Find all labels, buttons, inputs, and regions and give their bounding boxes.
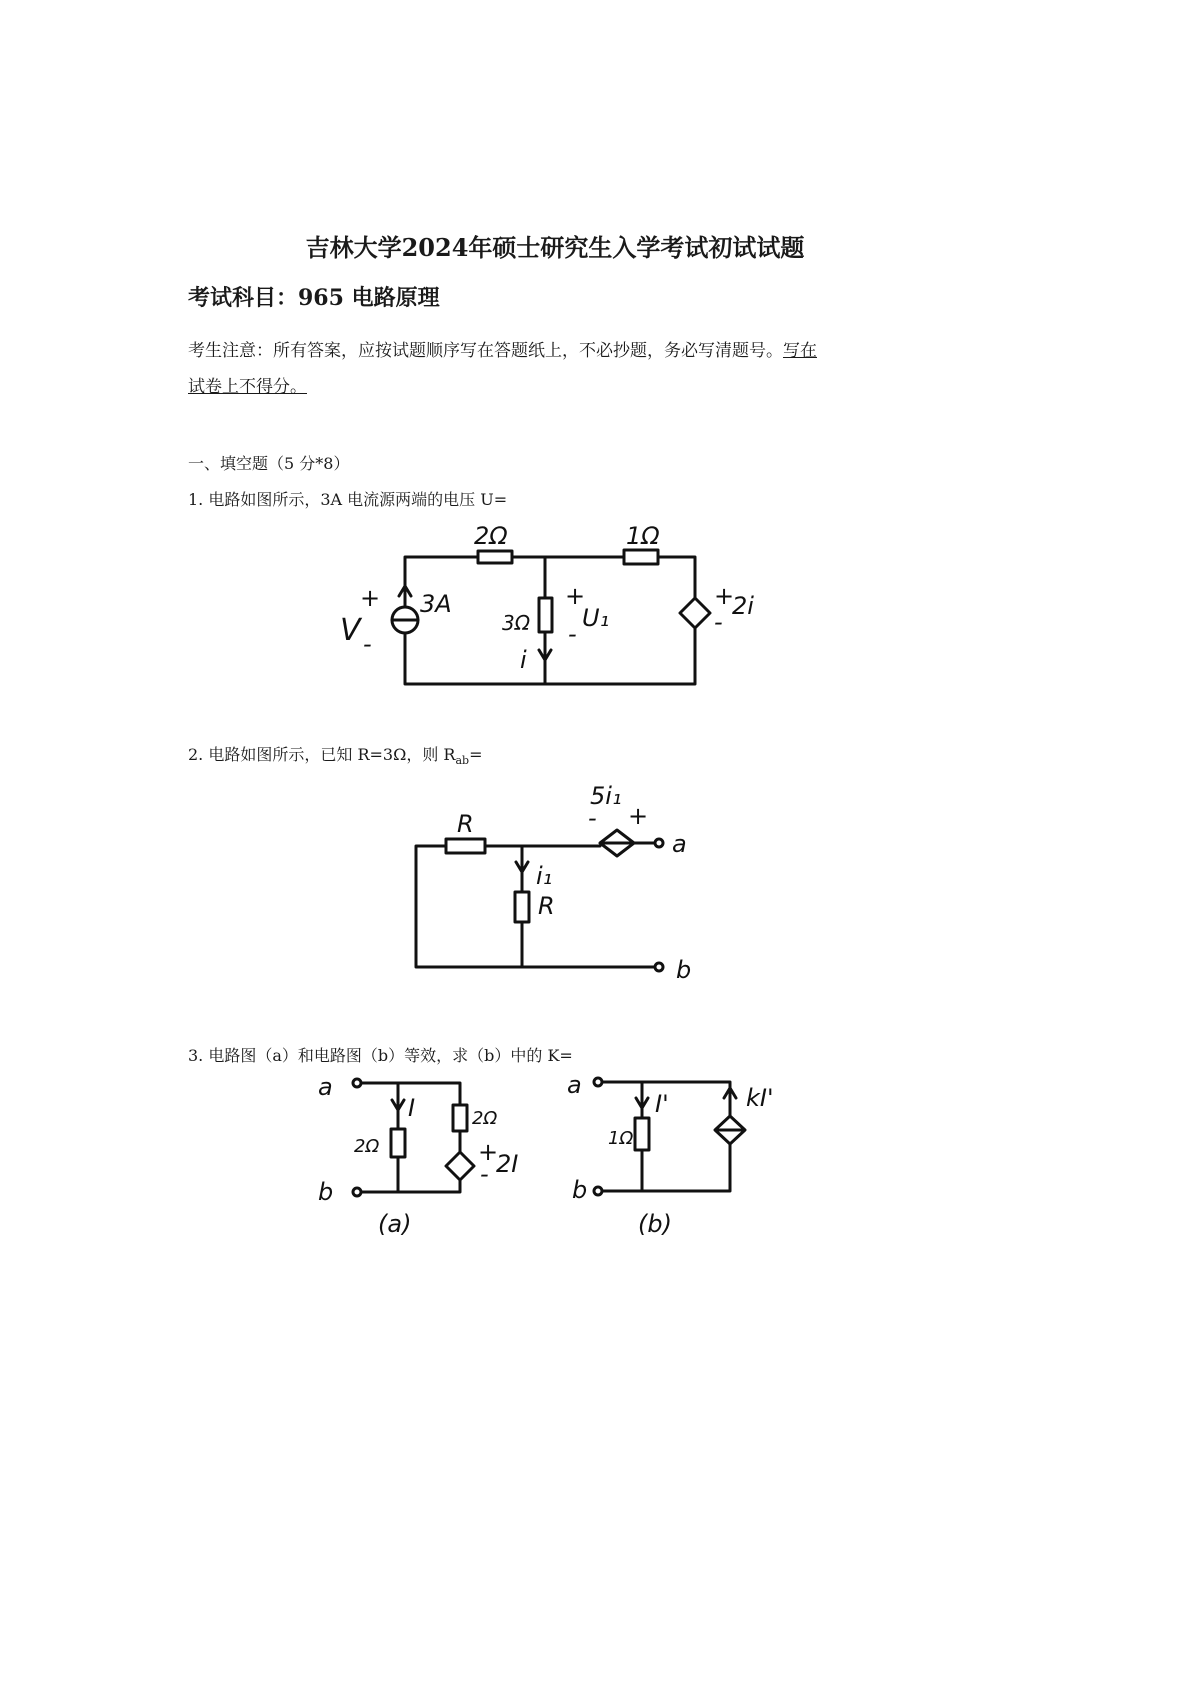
resistor-2ohm-b bbox=[453, 1105, 467, 1131]
label-V: V bbox=[340, 613, 361, 648]
label-V-plus: + bbox=[360, 584, 381, 612]
exam-subject: 考试科目：965 电路原理 bbox=[188, 285, 440, 311]
label-I: I bbox=[408, 1094, 416, 1122]
label-b: b bbox=[318, 1178, 334, 1206]
label-dep-minus: - bbox=[714, 608, 723, 636]
label-3ohm: 3Ω bbox=[502, 611, 531, 635]
resistor-1ohm bbox=[624, 550, 658, 564]
label-dep-plus: + bbox=[628, 802, 649, 830]
label-a: a bbox=[318, 1073, 333, 1101]
terminal-b bbox=[353, 1188, 361, 1196]
label-dep-minus: - bbox=[588, 804, 597, 832]
label-R1: R bbox=[457, 810, 474, 838]
label-dep-plus: + bbox=[478, 1138, 499, 1166]
label-dep-minus: - bbox=[480, 1160, 489, 1188]
caption-a: (a) bbox=[378, 1210, 412, 1238]
resistor-R-horizontal bbox=[446, 839, 485, 853]
label-1ohm: 1Ω bbox=[608, 1128, 634, 1149]
circuit-2 bbox=[416, 782, 691, 984]
terminal-b bbox=[655, 963, 663, 971]
label-2ohm-b: 2Ω bbox=[472, 1108, 498, 1129]
resistor-1ohm bbox=[635, 1118, 649, 1150]
dependent-voltage-source-icon bbox=[680, 598, 710, 628]
caption-b: (b) bbox=[638, 1210, 672, 1238]
question-2-subscript: ab bbox=[455, 754, 470, 768]
label-5i1: 5i₁ bbox=[590, 782, 622, 810]
label-U1: U₁ bbox=[582, 604, 610, 632]
circuit-1 bbox=[340, 522, 754, 684]
label-b: b bbox=[676, 956, 692, 984]
label-i: i bbox=[520, 646, 527, 674]
terminal-b bbox=[594, 1187, 602, 1195]
circuit-3b bbox=[567, 1071, 774, 1238]
notice-warning-1: 写在 bbox=[783, 341, 817, 361]
label-I-prime: I' bbox=[655, 1090, 669, 1118]
label-U1-plus: + bbox=[565, 582, 586, 610]
label-a: a bbox=[567, 1071, 582, 1099]
label-i1: i₁ bbox=[536, 862, 553, 890]
notice-text: 考生注意：所有答案，应按试题顺序写在答题纸上，不必抄题，务必写清题号。 bbox=[188, 341, 783, 361]
label-kI-prime: kI' bbox=[746, 1084, 774, 1112]
dependent-source-icon bbox=[600, 830, 634, 856]
label-R2: R bbox=[538, 892, 555, 920]
question-3: 3. 电路图（a）和电路图（b）等效，求（b）中的 K= bbox=[188, 1046, 573, 1065]
dependent-voltage-source-icon bbox=[446, 1152, 474, 1180]
question-2-text: 2. 电路如图所示，已知 R=3Ω，则 R bbox=[188, 745, 456, 764]
question-2-end: = bbox=[469, 745, 483, 764]
circuit-3a bbox=[318, 1073, 518, 1238]
terminal-a bbox=[594, 1078, 602, 1086]
section-heading: 一、填空题（5 分*8） bbox=[188, 454, 350, 473]
question-1: 1. 电路如图所示，3A 电流源两端的电压 U= bbox=[188, 490, 508, 509]
label-2ohm: 2Ω bbox=[474, 522, 508, 550]
label-U1-minus: - bbox=[568, 620, 577, 648]
label-2i: 2i bbox=[732, 592, 754, 620]
resistor-2ohm bbox=[478, 551, 512, 563]
exam-title: 吉林大学2024年硕士研究生入学考试初试试题 bbox=[305, 233, 805, 262]
label-V-minus: - bbox=[363, 630, 372, 658]
label-a: a bbox=[672, 830, 687, 858]
dependent-current-source-icon bbox=[715, 1116, 745, 1144]
notice-warning-2: 试卷上不得分。 bbox=[188, 377, 307, 397]
resistor-R-vertical bbox=[515, 892, 529, 922]
resistor-2ohm-a bbox=[391, 1129, 405, 1157]
label-b: b bbox=[572, 1176, 588, 1204]
terminal-a bbox=[353, 1079, 361, 1087]
resistor-3ohm bbox=[539, 598, 552, 632]
label-2I: 2I bbox=[496, 1150, 519, 1178]
terminal-a bbox=[655, 839, 663, 847]
label-2ohm-a: 2Ω bbox=[354, 1136, 380, 1157]
label-dep-plus: + bbox=[714, 582, 735, 610]
label-1ohm: 1Ω bbox=[626, 522, 660, 550]
label-3A: 3A bbox=[420, 590, 452, 618]
